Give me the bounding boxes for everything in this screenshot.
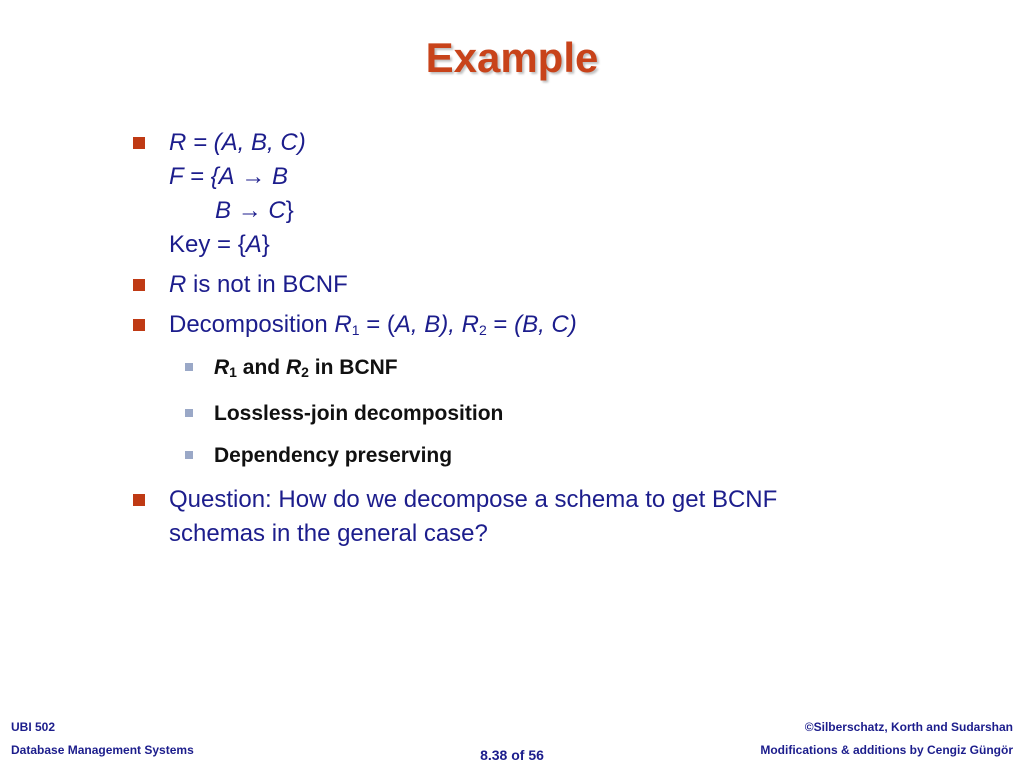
- page-number: 8.38 of 56: [480, 747, 544, 763]
- small-square-bullet-icon: [185, 409, 193, 417]
- subbullet-lossless-join: Lossless-join decomposition: [130, 399, 990, 429]
- footer-copyright: ©Silberschatz, Korth and Sudarshan: [804, 720, 1013, 734]
- subbullet-in-bcnf: $R_1$ and $R_2$ in BCNF: [130, 353, 990, 387]
- key-line: Key = {A}: [169, 231, 270, 258]
- square-bullet-icon: [133, 319, 145, 331]
- fd-set-line-2: B → C}: [215, 197, 294, 224]
- bullet-relation-definition: [130, 126, 990, 262]
- square-bullet-icon: [133, 279, 145, 291]
- relation-schema: R = (A, B, C): [169, 129, 306, 156]
- footer-subject: Database Management Systems: [11, 743, 194, 757]
- footer-modifications: Modifications & additions by Cengiz Güngör: [760, 743, 1013, 757]
- small-square-bullet-icon: [185, 363, 193, 371]
- arrow-icon: →: [237, 197, 262, 224]
- fd-set-line-1: F = {A → B: [169, 163, 288, 190]
- footer-course: UBI 502: [11, 720, 56, 734]
- slide-content: [130, 126, 990, 557]
- bullet-not-bcnf: R is not in BCNF: [130, 268, 990, 302]
- small-square-bullet-icon: [185, 451, 193, 459]
- slide-title: Example: [425, 34, 599, 81]
- arrow-icon: →: [241, 163, 266, 190]
- bullet-decomposition: Decomposition $R_1 = (A$, B), $R_2 = (B$, C): [130, 308, 990, 347]
- square-bullet-icon: [133, 494, 145, 506]
- subbullet-dependency-preserving: Dependency preserving: [130, 441, 990, 471]
- bullet-question: Question: How do we decompose a schema to get BCNF schemas in the general case?: [130, 483, 990, 551]
- square-bullet-icon: [133, 137, 145, 149]
